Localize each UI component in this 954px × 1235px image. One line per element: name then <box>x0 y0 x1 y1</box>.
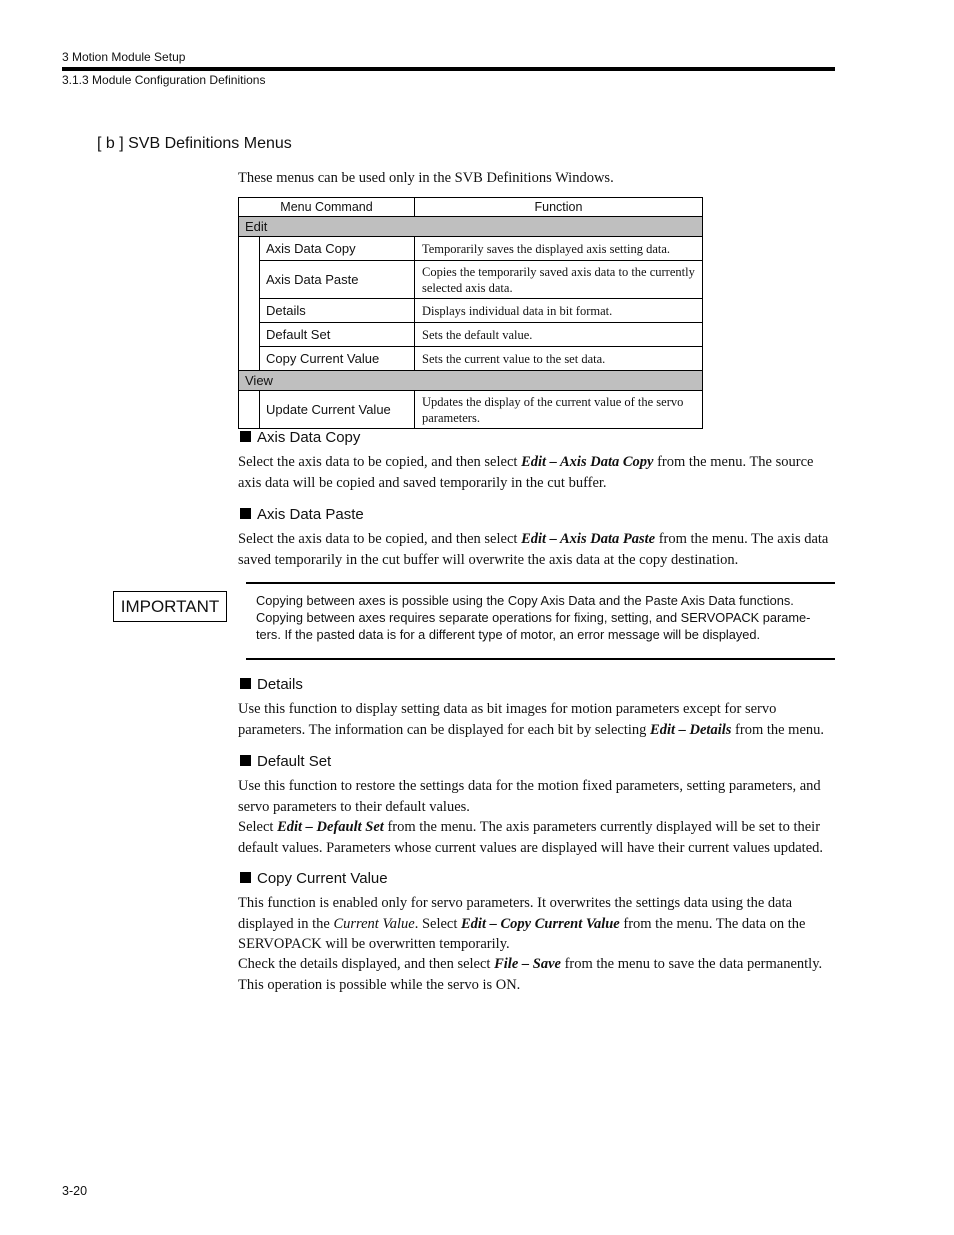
table-header-menu-command: Menu Command <box>239 198 415 217</box>
table-cell-command: Details <box>260 299 415 323</box>
menu-command-table <box>238 197 703 429</box>
section-heading-details: Details <box>240 676 303 693</box>
table-cell-function: Copies the temporarily saved axis data to the currently selected axis data. <box>415 261 703 299</box>
important-label: IMPORTANT <box>113 591 227 622</box>
table-row <box>239 299 703 323</box>
axis-data-copy-paragraph: Select the axis data to be copied, and then select Edit – Axis Data Copy from the menu. The source axis data will be copied and saved temporarily in the cut buffer. <box>238 454 814 491</box>
square-bullet-icon <box>240 508 251 519</box>
table-group-edit: Edit <box>239 217 703 237</box>
default-set-paragraph-2: Select Edit – Default Set from the menu. The axis parameters currently displayed will be set to their default values. Parameters whose current values are displayed will have their current values updated. <box>238 819 824 856</box>
table-row <box>239 347 703 371</box>
important-note: Copying between axes is possible using the Copy Axis Data and the Paste Axis Data functions. Copying between axes requires separate operations for fixing, setting, and SERVOPACK parame-ters. If the pasted data is for a different type of motor, an error message will be displayed. <box>256 593 811 642</box>
page-number: 3-20 <box>62 1184 88 1198</box>
square-bullet-icon <box>240 678 251 689</box>
section-heading-default-set: Default Set <box>240 753 331 770</box>
important-rule-bottom <box>246 658 835 660</box>
intro-paragraph: These menus can be used only in the SVB Definitions Windows. <box>238 170 614 186</box>
table-row <box>239 391 703 429</box>
square-bullet-icon <box>240 755 251 766</box>
table-header-function: Function <box>415 198 703 217</box>
running-header-section: 3.1.3 Module Configuration Definitions <box>62 73 266 87</box>
table-cell-function: Sets the default value. <box>415 323 703 347</box>
table-cell-function: Displays individual data in bit format. <box>415 299 703 323</box>
table-cell-function: Temporarily saves the displayed axis setting data. <box>415 237 703 261</box>
table-row <box>239 261 703 299</box>
important-rule-top <box>246 582 835 584</box>
section-heading-copy-current-value: Copy Current Value <box>240 870 388 887</box>
axis-data-paste-paragraph: Select the axis data to be copied, and then select Edit – Axis Data Paste from the menu. The axis data saved temporarily in the cut buffer will overwrite the axis data at the copy destination. <box>238 531 829 568</box>
table-cell-function: Sets the current value to the set data. <box>415 347 703 371</box>
table-cell-function: Updates the display of the current value of the servo parameters. <box>415 391 703 429</box>
table-cell-command: Axis Data Copy <box>260 237 415 261</box>
running-header-chapter: 3 Motion Module Setup <box>62 50 186 64</box>
copy-current-value-paragraph-1: This function is enabled only for servo parameters. It overwrites the settings data using the data displayed in the Current Value. Select Edit – Copy Current Value from the menu. The data on the SERVOPACK will be overwritten temporarily. <box>238 895 806 952</box>
square-bullet-icon <box>240 872 251 883</box>
table-row <box>239 323 703 347</box>
details-paragraph: Use this function to display setting data as bit images for motion parameters except for servo parameters. The information can be displayed for each bit by selecting Edit – Details from the menu. <box>238 701 825 738</box>
square-bullet-icon <box>240 431 251 442</box>
section-heading-axis-data-paste: Axis Data Paste <box>240 506 364 523</box>
section-heading-axis-data-copy: Axis Data Copy <box>240 429 360 446</box>
table-row <box>239 237 703 261</box>
table-cell-command: Default Set <box>260 323 415 347</box>
subsection-title: [ b ] SVB Definitions Menus <box>97 135 292 152</box>
table-cell-command: Copy Current Value <box>260 347 415 371</box>
header-rule <box>62 67 835 71</box>
default-set-paragraph-1: Use this function to restore the settings data for the motion fixed parameters, setting parameters, and servo parameters to their default values. <box>238 778 821 815</box>
table-cell-command: Update Current Value <box>260 391 415 429</box>
table-cell-command: Axis Data Paste <box>260 261 415 299</box>
table-group-view: View <box>239 371 703 391</box>
copy-current-value-paragraph-2: Check the details displayed, and then select File – Save from the menu to save the data permanently. This operation is possible while the servo is ON. <box>238 956 823 993</box>
